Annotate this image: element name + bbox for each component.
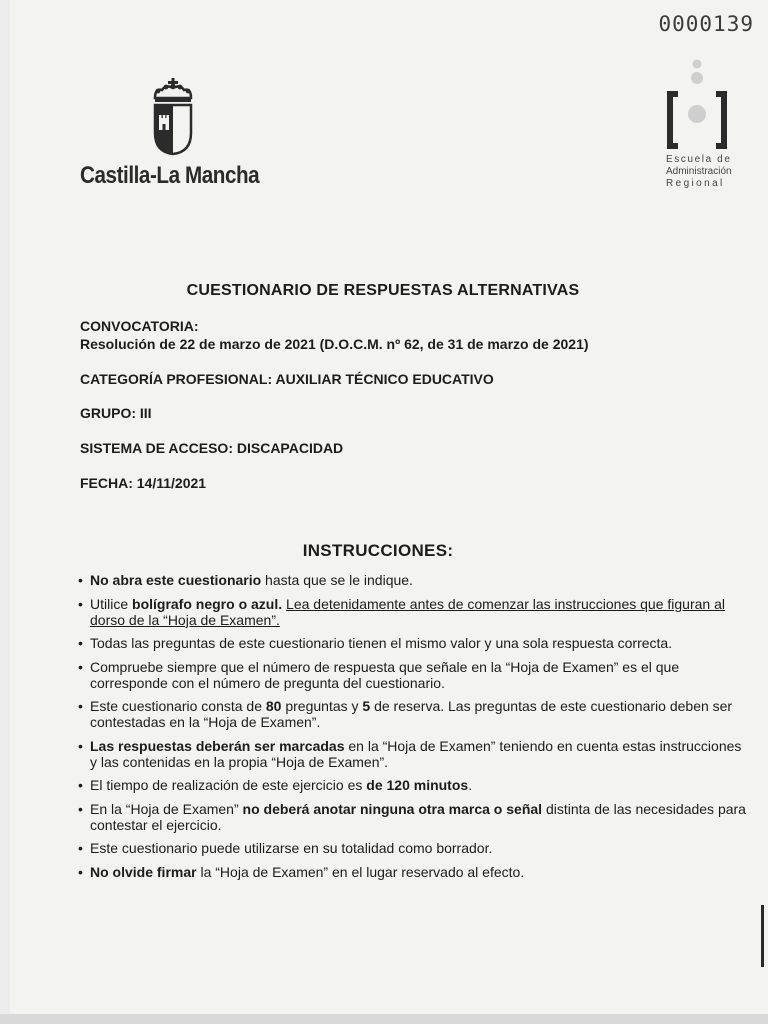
categoria-profesional: CATEGORÍA PROFESIONAL: AUXILIAR TÉCNICO EDUCATIVO [80, 371, 494, 387]
instruction-item [78, 801, 748, 833]
instruction-item [78, 864, 748, 880]
instruction-text: Todas las preguntas de este cuestionario tienen el mismo valor y una sola respuesta correcta. [90, 635, 673, 651]
instructions-list [78, 572, 748, 887]
instruction-item [78, 738, 748, 770]
instruction-text: en la “Hoja de Examen” teniendo en cuenta estas instrucciones y las contenidas en la propia “Hoja de Examen”. [90, 737, 742, 770]
org-name-line: Administración [666, 166, 732, 177]
instruction-text: Compruebe siempre que el número de respuesta que señale en la “Hoja de Examen” es el que corresponde con el número de pregunta del cuestionario. [90, 658, 680, 691]
sistema-de-acceso: SISTEMA DE ACCESO: DISCAPACIDAD [80, 440, 344, 456]
org-name-line: Escuela de [666, 154, 732, 165]
instruction-item [78, 596, 748, 628]
org-name [666, 154, 732, 190]
instruction-item [78, 840, 748, 856]
instruction-text: hasta que se le indique. [261, 572, 413, 588]
instruction-text: . [468, 777, 473, 793]
instruction-text: la “Hoja de Examen” en el lugar reservado al efecto. [196, 863, 525, 880]
crest-icon [150, 78, 196, 156]
instruction-item [78, 777, 748, 793]
instruction-text: El tiempo de realización de este ejercicio es [90, 777, 367, 793]
instructions-title: INSTRUCCIONES: [302, 541, 454, 560]
escuela-administracion-regional-logo [664, 58, 764, 189]
instruction-text: 80 [265, 698, 282, 714]
instruction-text: distinta de las necesidades para contestar el ejercicio. [90, 800, 746, 833]
instruction-text: 5 [362, 698, 371, 714]
instruction-text: No abra este cuestionario [90, 572, 262, 588]
instruction-text: preguntas y [281, 698, 363, 714]
page-bottom-edge [0, 1014, 768, 1024]
instruction-item [78, 698, 748, 730]
instruction-item [78, 659, 748, 691]
instruction-text: Las respuestas deberán ser marcadas [90, 737, 345, 754]
instruction-text: Utilice [90, 595, 133, 612]
grupo: GRUPO: III [80, 405, 152, 421]
instruction-text: bolígrafo negro o azul. [132, 595, 283, 612]
bracket-dots-icon [664, 58, 734, 150]
document-title: CUESTIONARIO DE RESPUESTAS ALTERNATIVAS [186, 282, 580, 299]
instruction-text: Lea detenidamente antes de comenzar las instrucciones que figuran al dorso de la “Hoja de Examen”. [90, 595, 725, 628]
convocatoria-label: CONVOCATORIA: [80, 318, 199, 334]
serial-number: 0000139 [658, 12, 754, 36]
instruction-text: Este cuestionario puede utilizarse en su totalidad como borrador. [90, 840, 493, 856]
org-name-line: Regional [666, 178, 725, 189]
instruction-text: En la “Hoja de Examen” [90, 800, 243, 817]
brand-name: Castilla-La Mancha [80, 162, 260, 189]
convocatoria-value: Resolución de 22 de marzo de 2021 (D.O.C.M. nº 62, de 31 de marzo de 2021) [80, 336, 589, 352]
instruction-item [78, 635, 748, 651]
instruction-text: no deberá anotar ninguna otra marca o señal [242, 800, 543, 817]
instruction-text: No olvide firmar [90, 863, 197, 880]
document-page [10, 0, 768, 1024]
instruction-text: Este cuestionario consta de [90, 698, 266, 714]
instruction-text: de 120 minutos [366, 777, 469, 793]
edge-mark [761, 905, 764, 967]
fecha: FECHA: 14/11/2021 [80, 475, 207, 491]
instruction-text: de reserva. Las preguntas de este cuestionario deben ser contestadas en la “Hoja de Examen”. [90, 698, 733, 730]
instruction-item [78, 572, 748, 588]
